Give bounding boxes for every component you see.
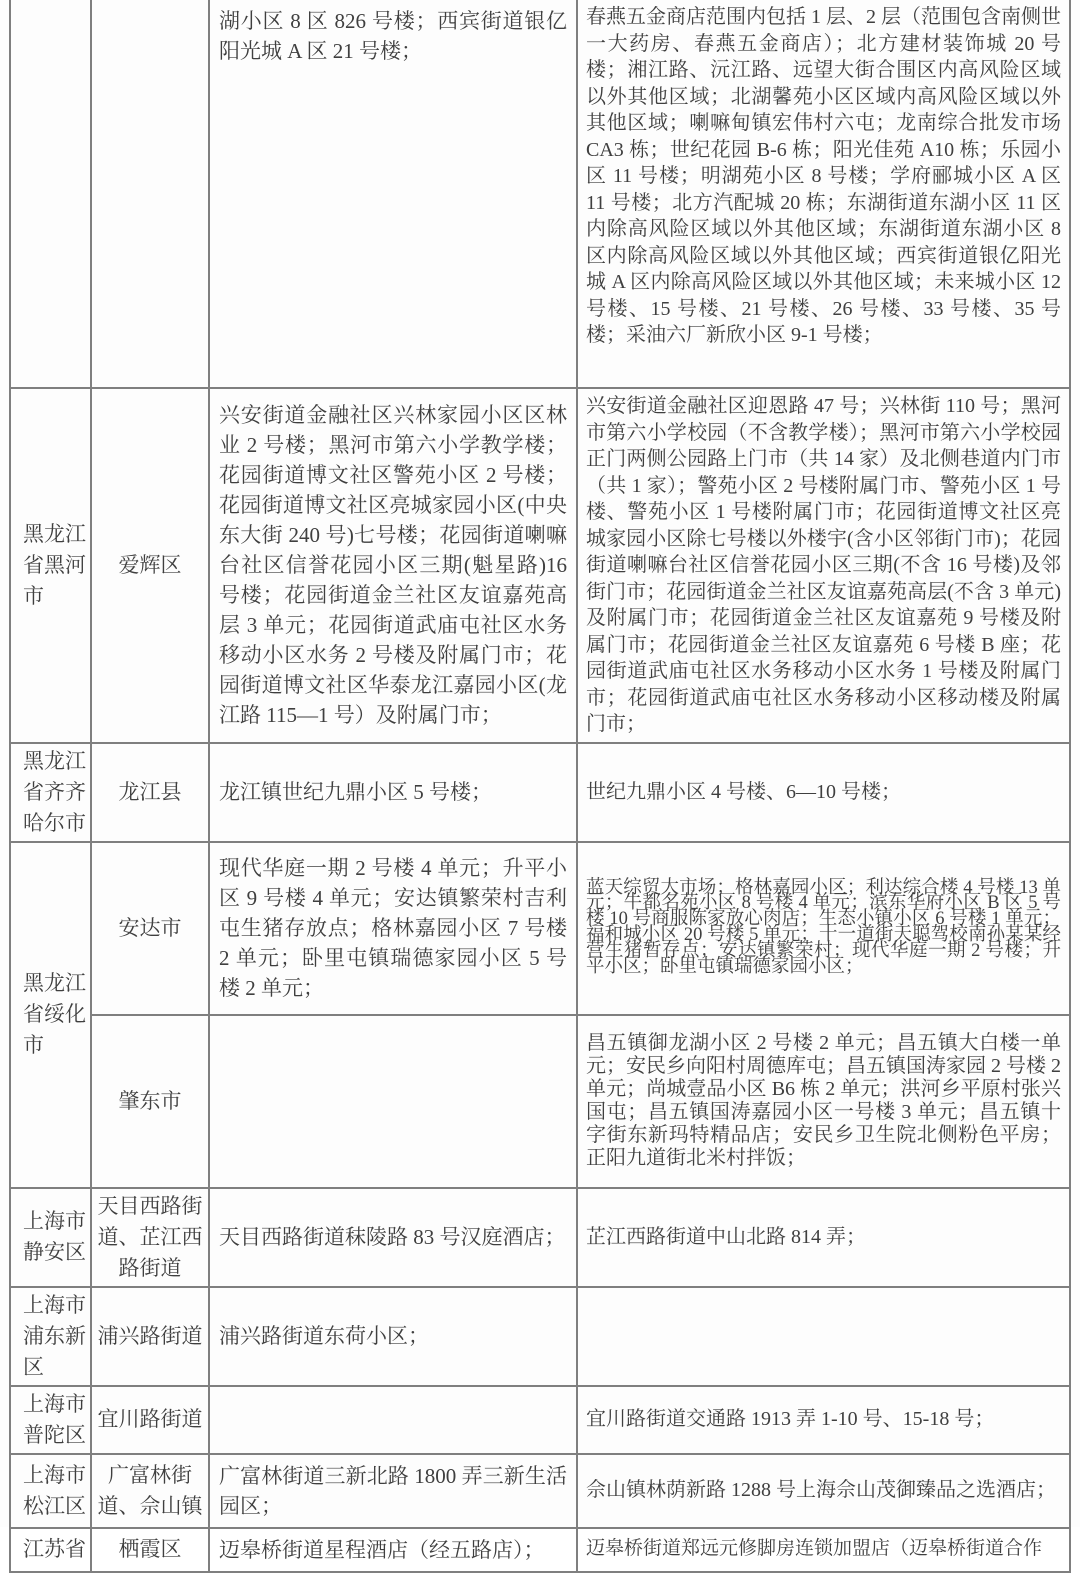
table-row [10,1188,1070,1287]
risk-areas-cell-2 [577,1287,1070,1386]
province-cell: 上海市浦东新区 [10,1287,91,1386]
district-cell: 龙江县 [91,743,209,842]
province-cell: 江苏省 [10,1528,91,1572]
risk-areas-cell-1 [209,1015,577,1188]
risk-areas-cell-2: 芷江西路街道中山北路 814 弄； [577,1188,1070,1287]
risk-areas-cell-1: 浦兴路街道东荷小区； [209,1287,577,1386]
district-cell: 浦兴路街道 [91,1287,209,1386]
province-cell: 黑龙江省齐齐哈尔市 [10,743,91,842]
risk-areas-cell-1: 龙江镇世纪九鼎小区 5 号楼； [209,743,577,842]
risk-areas-cell-2: 春燕五金商店范围内包括 1 层、2 层（范围包含南侧世一大药房、春燕五金商店）；北方建材装饰城 20 号楼；湘江路、沅江路、远望大街合围区内高风险区域以外其他区域；北湖馨苑小区区域内高风险区域以外其他区域；喇嘛甸镇宏伟村六屯；龙南综合批发市场 CA3 栋；世纪花园 B-6 栋；阳光佳苑 A10 栋；乐园小区 11 号楼；明湖苑小区 8 号楼；学府郦城小区 A 区 11 号楼；北方汽配城 20 栋；东湖街道东湖小区 11 区内除高风险区域以外其他区域；东湖街道东湖小区 8 区内除高风险区域以外其他区域；西宾街道银亿阳光城 A 区内除高风险区域以外其他区域；未来城小区 12 号楼、15 号楼、21 号楼、26 号楼、33 号楼、35 号楼；采油六厂新欣小区 9-1 号楼； [577,0,1070,388]
table-row [10,1454,1070,1528]
table-row [10,743,1070,842]
district-cell: 栖霞区 [91,1528,209,1572]
risk-areas-cell-1: 兴安街道金融社区兴林家园小区区林业 2 号楼；黑河市第六小学教学楼；花园街道博文社区警苑小区 2 号楼；花园街道博文社区亮城家园小区(中央东大街 240 号)七号楼；花园街道喇嘛台社区信誉花园小区三期(魁星路)16 号楼；花园街道金兰社区友谊嘉苑高层 3 单元；花园街道武庙屯社区水务移动小区水务 2 号楼及附属门市；花园街道博文社区华泰龙江嘉园小区(龙江路 115—1 号）及附属门市； [209,388,577,743]
table-row [10,1015,1070,1188]
table-row [10,0,1070,388]
risk-areas-cell-2: 迈皋桥街道郑远元修脚房连锁加盟店（迈皋桥街道合作 [577,1528,1070,1572]
province-cell: 黑龙江省绥化市 [10,842,91,1188]
risk-areas-cell-1: 广富林街道三新北路 1800 弄三新生活园区； [209,1454,577,1528]
province-cell: 上海市静安区 [10,1188,91,1287]
district-cell: 宜川路街道 [91,1386,209,1454]
table-row [10,388,1070,743]
district-cell: 天目西路街道、芷江西路街道 [91,1188,209,1287]
province-cell: 上海市松江区 [10,1454,91,1528]
province-cell: 黑龙江省黑河市 [10,388,91,743]
risk-areas-cell-1: 天目西路街道秣陵路 83 号汉庭酒店； [209,1188,577,1287]
district-cell: 广富林街道、佘山镇 [91,1454,209,1528]
province-cell [10,0,91,388]
table-row [10,1386,1070,1454]
province-cell: 上海市普陀区 [10,1386,91,1454]
risk-areas-cell-1 [209,1386,577,1454]
risk-areas-cell-1: 迈皋桥街道星程酒店（经五路店）； [209,1528,577,1572]
risk-areas-cell-2: 兴安街道金融社区迎恩路 47 号；兴林街 110 号；黑河市第六小学校园（不含教学楼）；黑河市第六小学校园正门两侧公园路上门市（共 14 家）及北侧巷道内门市（共 1 家）；警苑小区 2 号楼附属门市、警苑小区 1 号楼、警苑小区 1 号楼附属门市；花园街道博文社区亮城家园小区除七号楼以外楼宇(含小区邻街门市)；花园街道喇嘛台社区信誉花园小区三期(不含 16 号楼)及邻街门市；花园街道金兰社区友谊嘉苑高层(不含 3 单元)及附属门市；花园街道金兰社区友谊嘉苑 9 号楼及附属门市；花园街道金兰社区友谊嘉苑 6 号楼 B 座；花园街道武庙屯社区水务移动小区水务 1 号楼及附属门市；花园街道武庙屯社区水务移动小区移动楼及附属门市； [577,388,1070,743]
risk-areas-cell-1: 湖小区 8 区 826 号楼；西宾街道银亿阳光城 A 区 21 号楼； [209,0,577,388]
risk-areas-cell-2: 世纪九鼎小区 4 号楼、6—10 号楼； [577,743,1070,842]
risk-area-table [9,0,1071,1573]
risk-areas-cell-2: 蓝天综贸大市场；格林嘉园小区；利达综合楼 4 号楼 13 单元；牛都名苑小区 8 号楼 4 单元；滨东华府小区 B 区 5 号楼 10 号商服陈家放心肉店；生态小镇小区 6 号楼 1 单元；福和城小区 20 号楼 5 单元；十一道街天聪驾校南孙某某经营生猪暂存点；安达镇繁荣村；现代华庭一期 2 号楼；升平小区；卧里屯镇瑞德家园小区； [577,842,1070,1015]
risk-areas-cell-2: 昌五镇御龙湖小区 2 号楼 2 单元；昌五镇大白楼一单元；安民乡向阳村周德库屯；昌五镇国涛家园 2 号楼 2 单元；尚城壹品小区 B6 栋 2 单元；洪河乡平原村张兴国屯；昌五镇国涛嘉园小区一号楼 3 单元；昌五镇十字街东新玛特精品店；安民乡卫生院北侧粉色平房；正阳九道街北米村拌饭； [577,1015,1070,1188]
risk-areas-cell-2: 佘山镇林荫新路 1288 号上海佘山茂御臻品之选酒店； [577,1454,1070,1528]
district-cell: 安达市 [91,842,209,1015]
table-row [10,842,1070,1015]
risk-areas-cell-1: 现代华庭一期 2 号楼 4 单元；升平小区 9 号楼 4 单元；安达镇繁荣村吉利屯生猪存放点；格林嘉园小区 7 号楼 2 单元；卧里屯镇瑞德家园小区 5 号楼 2 单元； [209,842,577,1015]
table-row [10,1528,1070,1572]
risk-areas-cell-2: 宜川路街道交通路 1913 弄 1-10 号、15-18 号； [577,1386,1070,1454]
district-cell: 肇东市 [91,1015,209,1188]
district-cell: 爱辉区 [91,388,209,743]
table-row [10,1287,1070,1386]
district-cell [91,0,209,388]
